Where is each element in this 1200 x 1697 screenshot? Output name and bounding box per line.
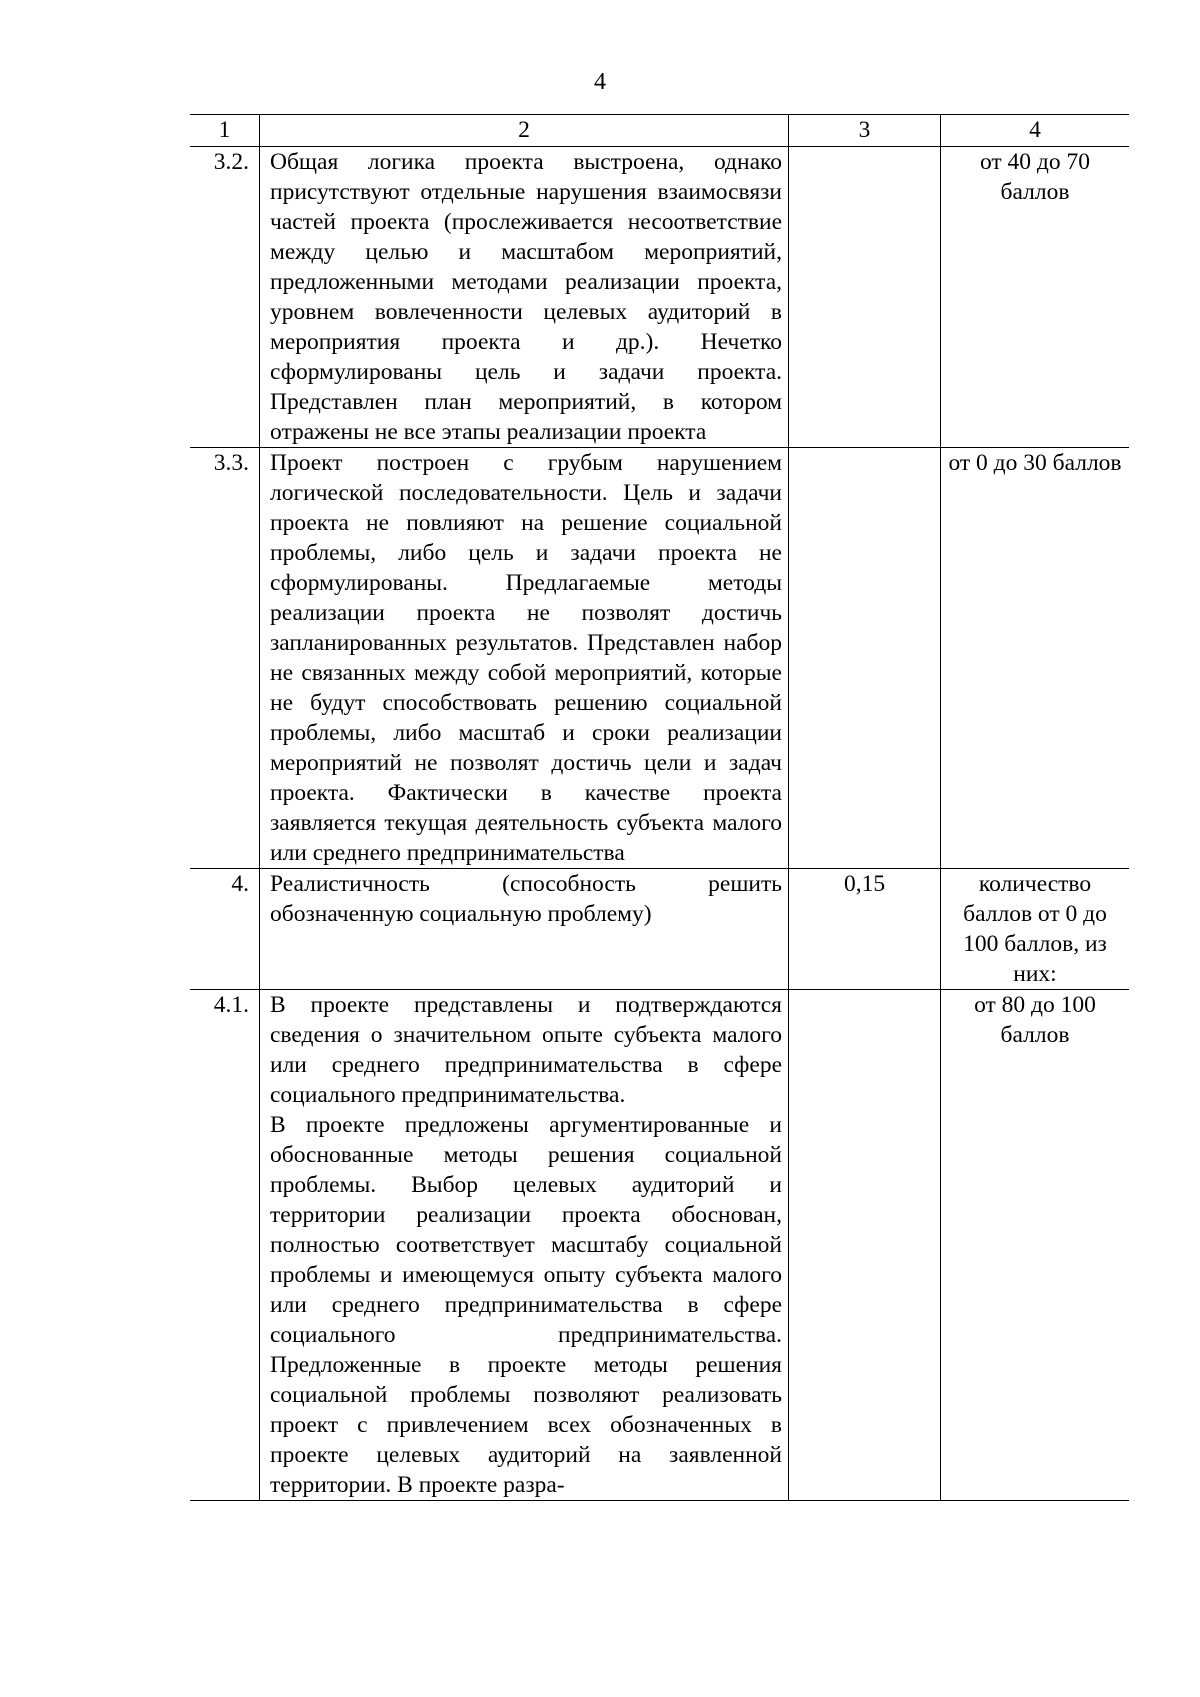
row-description-paragraph-1: В проекте представлены и подтверждаются сведения о значительном опыте субъекта малого или среднего предпринимательства в сфере социального предпринимательства. — [270, 992, 782, 1108]
row-score-text: количество баллов от 0 до 100 баллов, из них: — [963, 871, 1107, 987]
row-score — [941, 448, 1130, 869]
row-number: 4.1. — [190, 990, 260, 1501]
row-score-text: от 40 до 70 баллов — [979, 149, 1091, 205]
header-col-3: 3 — [789, 115, 941, 147]
row-weight — [789, 448, 941, 869]
row-description: Реалистичность (способность решить обозначенную социальную проблему) — [260, 869, 789, 990]
row-description — [260, 990, 789, 1501]
table-row — [190, 869, 1129, 990]
header-col-1: 1 — [190, 115, 260, 147]
row-number: 4. — [190, 869, 260, 990]
row-description-paragraph-2: В проекте предложены аргументированные и обоснованные методы решения социальной проблемы. Выбор целевых аудиторий и территории реализации проекта обоснован, полностью соответствует масштабу социальной проблемы и имеющемуся опыту субъекта малого или среднего предпринимательства в сфере социального предпринимательства. Предложенные в проекте методы решения социальной проблемы позволяют реализовать проект с привлечением всех обозначенных в проекте целевых аудиторий на заявленной территории. В проекте разра- — [270, 1112, 782, 1498]
table-row — [190, 990, 1129, 1501]
row-score — [941, 869, 1130, 990]
row-weight — [789, 990, 941, 1501]
row-description: Проект построен с грубым нарушением логической последовательности. Цель и задачи проекта не повлияют на решение социальной проблемы, либо цель и задачи проекта не сформулированы. Предлагаемые методы реализации проекта не позволят достичь запланированных результатов. Представлен набор не связанных между собой мероприятий, которые не будут способствовать решению социальной проблемы, либо масштаб и сроки реализации мероприятий не позволят достичь цели и задач проекта. Фактически в качестве проекта заявляется текущая деятельность субъекта малого или среднего предпринимательства — [260, 448, 789, 869]
row-weight: 0,15 — [789, 869, 941, 990]
table-row — [190, 448, 1129, 869]
row-score — [941, 147, 1130, 448]
header-col-2: 2 — [260, 115, 789, 147]
criteria-table — [190, 114, 1129, 1501]
row-score — [941, 990, 1130, 1501]
row-description: Общая логика проекта выстроена, однако присутствуют отдельные нарушения взаимосвязи частей проекта (прослеживается несоответствие между целью и масштабом мероприятий, предложенными методами реализации проекта, уровнем вовлеченности целевых аудиторий в мероприятия проекта и др.). Нечетко сформулированы цель и задачи проекта. Представлен план мероприятий, в котором отражены не все этапы реализации проекта — [260, 147, 789, 448]
row-number: 3.2. — [190, 147, 260, 448]
row-weight — [789, 147, 941, 448]
row-score-text: от 80 до 100 баллов — [974, 992, 1096, 1048]
table-row — [190, 147, 1129, 448]
table-header-row — [190, 115, 1129, 147]
row-number: 3.3. — [190, 448, 260, 869]
page-number: 4 — [594, 69, 606, 95]
row-score-text: от 0 до 30 баллов — [948, 450, 1122, 476]
header-col-4: 4 — [941, 115, 1130, 147]
